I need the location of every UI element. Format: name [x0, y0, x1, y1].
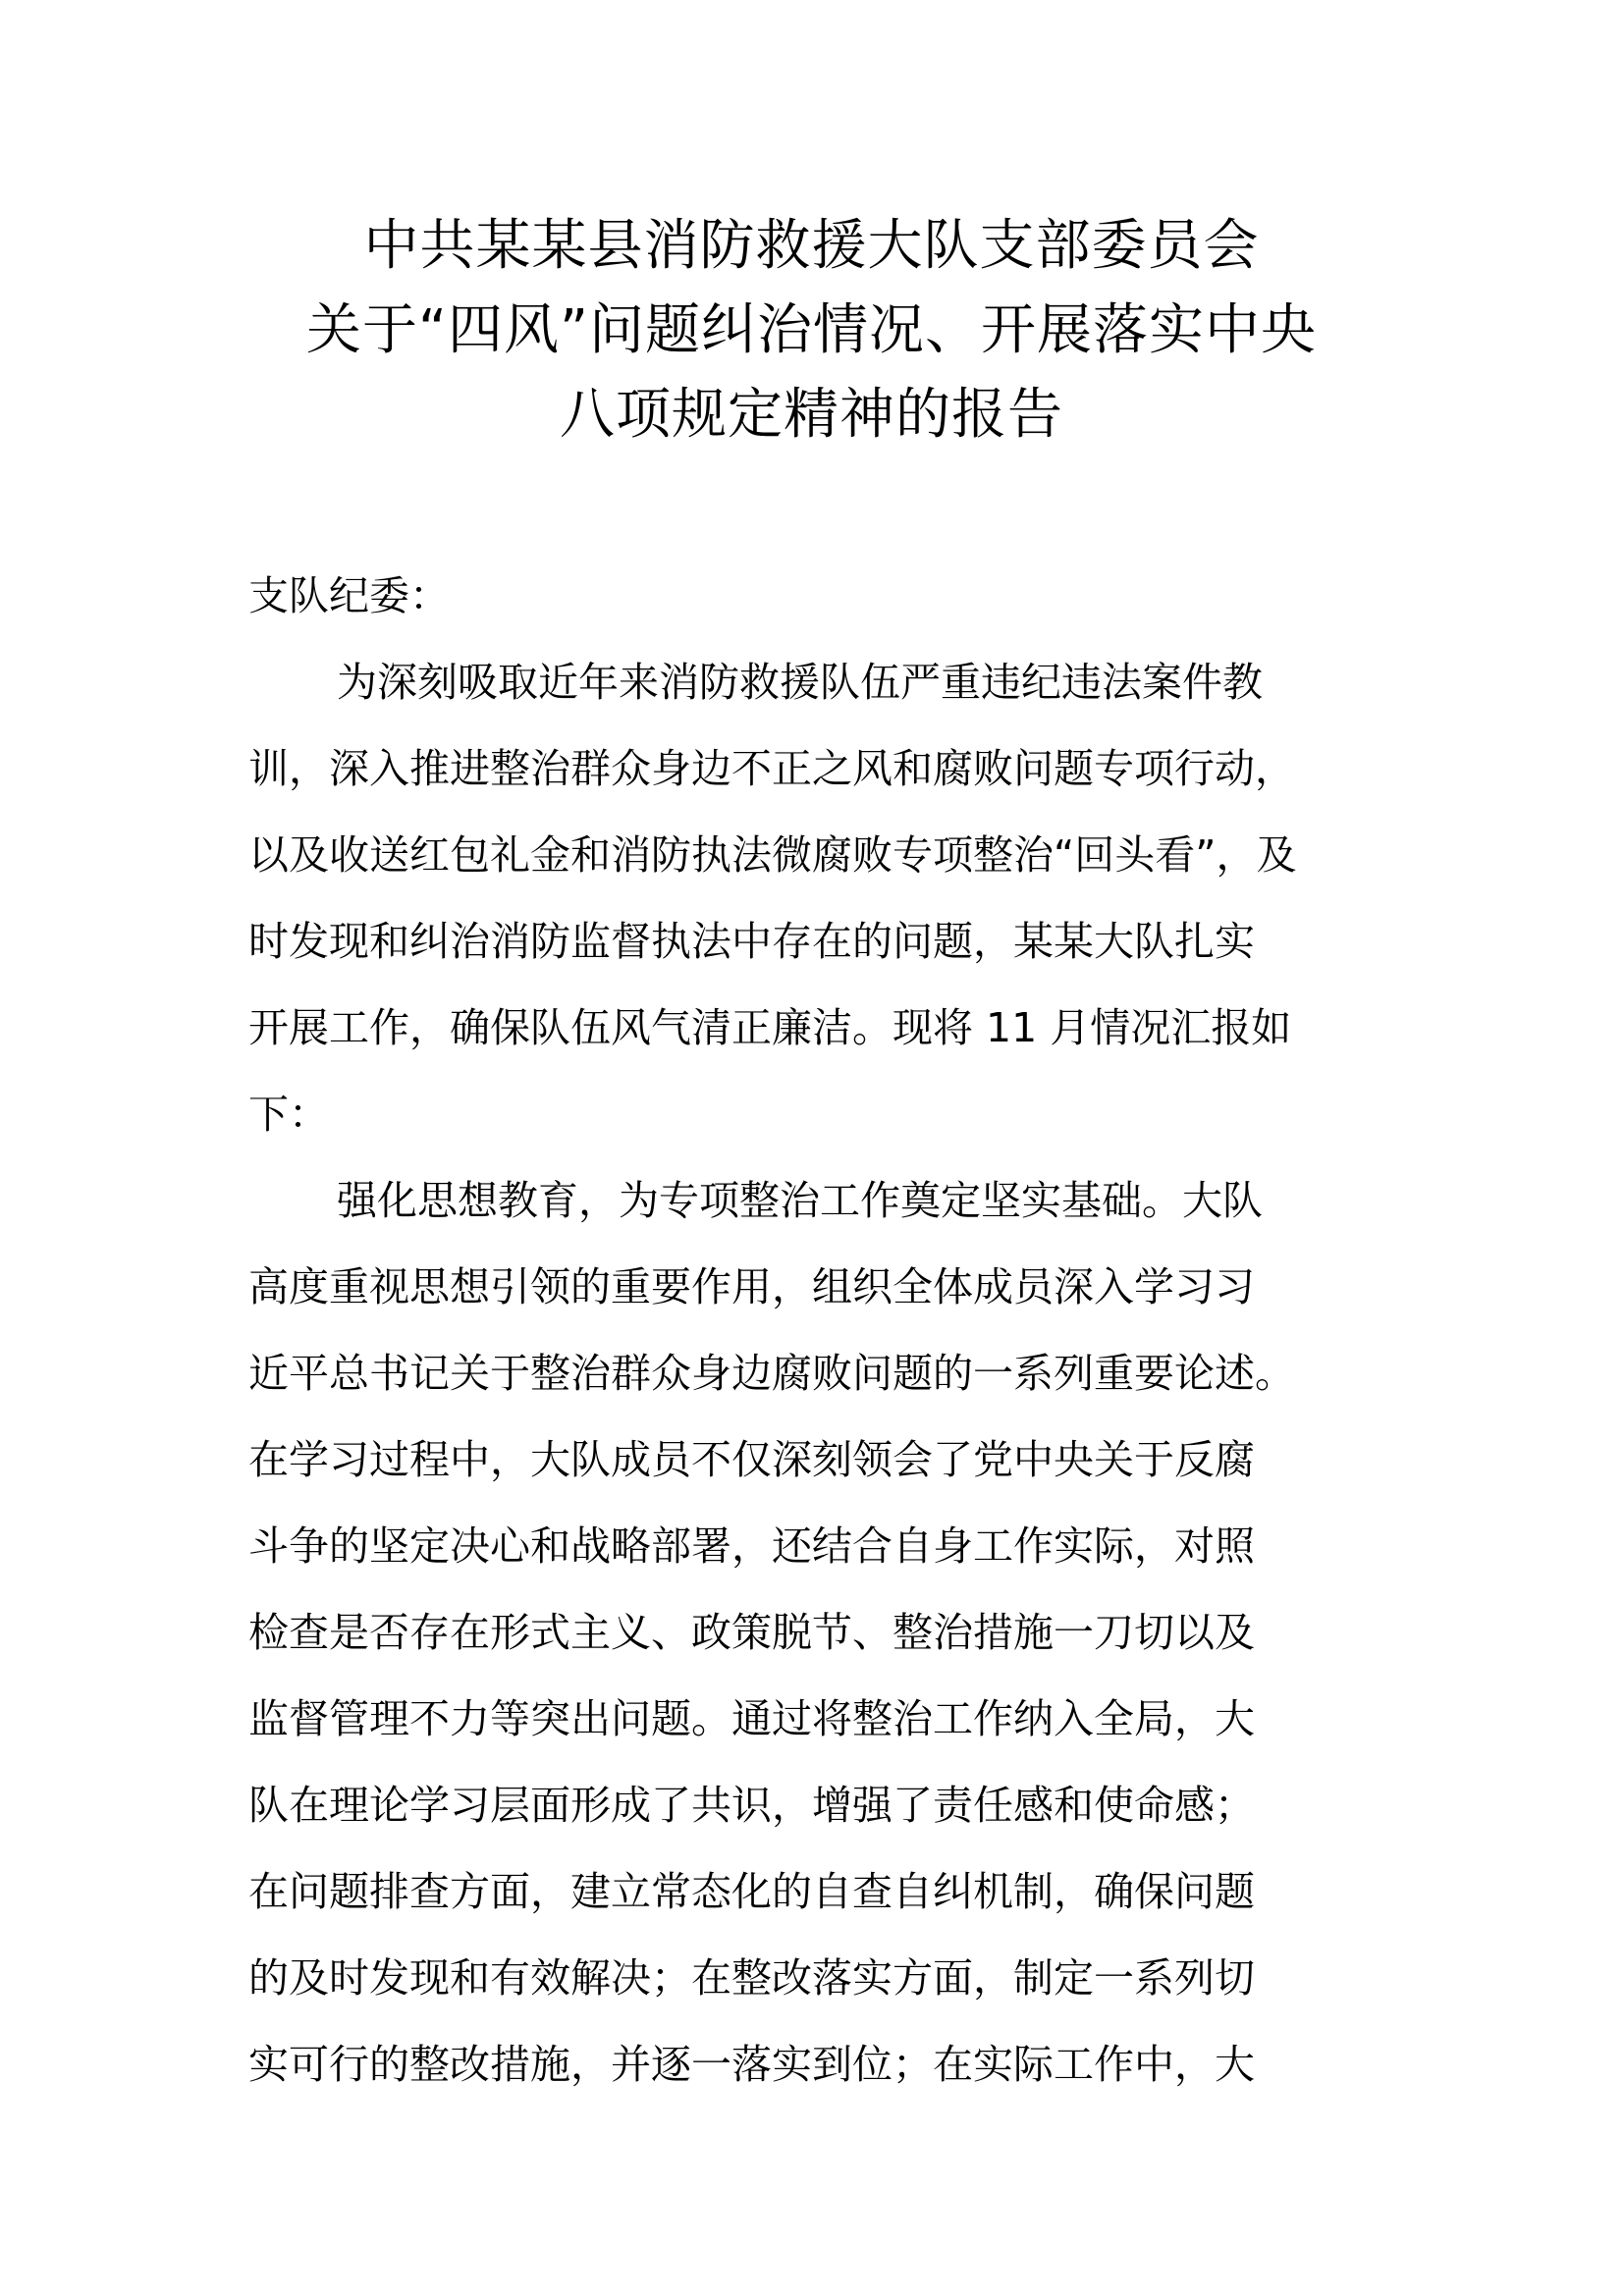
document-title [248, 204, 1375, 457]
paragraph-line: 训，深入推进整治群众身边不正之风和腐败问题专项行动， [248, 745, 1295, 792]
salutation: 支队纪委： [248, 572, 450, 619]
paragraph-line: 的及时发现和有效解决；在整改落实方面，制定一系列切 [248, 1954, 1255, 2002]
paragraph-line: 高度重视思想引领的重要作用，组织全体成员深入学习习 [248, 1263, 1255, 1310]
paragraph-line: 下： [248, 1091, 329, 1138]
paragraph-line: 监督管理不力等突出问题。通过将整治工作纳入全局，大 [248, 1695, 1255, 1742]
paragraph-line: 检查是否存在形式主义、政策脱节、整治措施一刀切以及 [248, 1609, 1255, 1656]
paragraph-line: 开展工作，确保队伍风气清正廉洁。现将 11 月情况汇报如 [248, 1004, 1292, 1051]
title-line: 中共某某县消防救援大队支部委员会 [363, 214, 1260, 278]
paragraph-2 [248, 1157, 1375, 2108]
paragraph-line: 实可行的整改措施，并逐一落实到位；在实际工作中，大 [248, 2041, 1255, 2088]
paragraph-1 [248, 639, 1375, 1157]
document-body [248, 553, 1375, 2108]
paragraph-line: 在学习过程中，大队成员不仅深刻领会了党中央关于反腐 [248, 1436, 1255, 1483]
paragraph-line: 在问题排查方面，建立常态化的自查自纠机制，确保问题 [248, 1868, 1255, 1915]
paragraph-line: 斗争的坚定决心和战略部署，还结合自身工作实际，对照 [248, 1522, 1255, 1570]
paragraph-line: 队在理论学习层面形成了共识，增强了责任感和使命感； [248, 1782, 1255, 1829]
title-line: 关于“四风”问题纠治情况、开展落实中央 [305, 298, 1318, 362]
paragraph-line: 时发现和纠治消防监督执法中存在的问题，某某大队扎实 [248, 918, 1255, 965]
paragraph-line: 近平总书记关于整治群众身边腐败问题的一系列重要论述。 [248, 1350, 1295, 1397]
paragraph-line: 以及收送红包礼金和消防执法微腐败专项整治“回头看”，及 [248, 831, 1297, 879]
paragraph-line: 为深刻吸取近年来消防救援队伍严重违纪违法案件教 [337, 659, 1263, 706]
title-line: 八项规定精神的报告 [560, 383, 1063, 447]
paragraph-line: 强化思想教育，为专项整治工作奠定坚实基础。大队 [337, 1177, 1263, 1224]
